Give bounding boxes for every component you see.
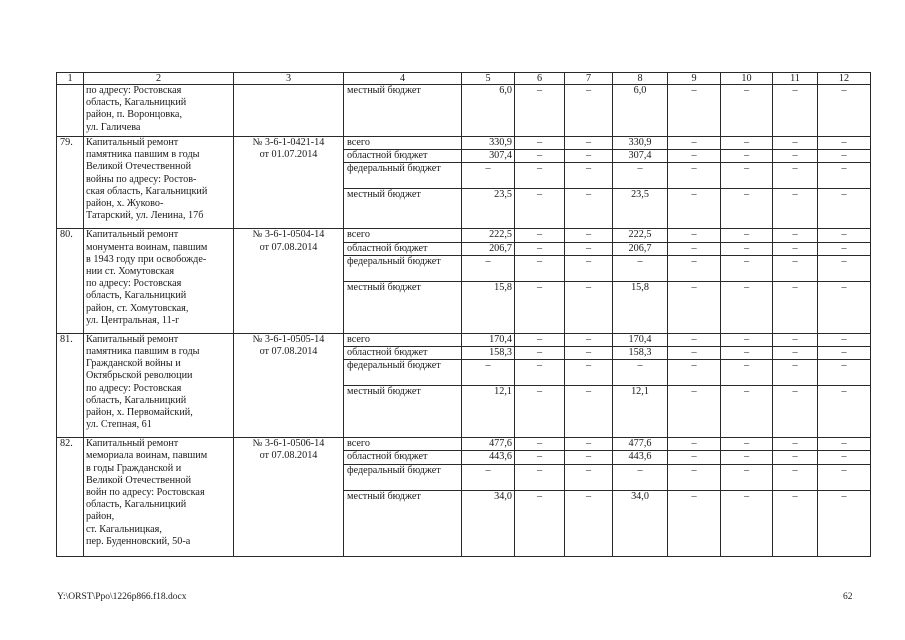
amount-cell: – [721, 189, 773, 229]
amount-cell: – [818, 189, 871, 229]
amount-cell: – [668, 347, 721, 360]
column-number: 11 [773, 73, 818, 85]
amount-cell: 307,4 [613, 150, 668, 163]
amount-cell: – [773, 255, 818, 281]
amount-cell: 6,0 [462, 85, 515, 137]
description-line: мемориала воинам, павшим [86, 450, 208, 462]
amount-cell: – [565, 490, 613, 556]
funding-source: местный бюджет [344, 85, 462, 137]
description-line: войн по адресу: Ростовская [86, 487, 205, 499]
table-row [57, 333, 871, 346]
amount-cell: – [565, 438, 613, 451]
amount-cell: – [515, 464, 565, 490]
funding-source: областной бюджет [344, 347, 462, 360]
amount-cell: 15,8 [462, 281, 515, 333]
amount-cell: – [721, 150, 773, 163]
column-number: 4 [344, 73, 462, 85]
amount-cell: – [721, 464, 773, 490]
item-number [57, 85, 84, 137]
object-description [84, 438, 234, 556]
amount-cell: – [773, 281, 818, 333]
amount-cell: – [668, 490, 721, 556]
funding-source: федеральный бюджет [344, 360, 462, 386]
amount-cell: – [515, 242, 565, 255]
amount-cell: – [721, 490, 773, 556]
amount-cell: 477,6 [613, 438, 668, 451]
amount-cell: – [818, 386, 871, 438]
amount-cell: – [818, 464, 871, 490]
description-line: область, Кагальницкий [86, 97, 187, 109]
column-number: 1 [57, 73, 84, 85]
column-number: 8 [613, 73, 668, 85]
column-number: 12 [818, 73, 871, 85]
expertise-conclusion [234, 438, 344, 556]
description-line: по адресу: Ростовская [86, 382, 182, 394]
table-row [57, 438, 871, 451]
description-line: по адресу: Ростовская [86, 85, 182, 96]
budget-table [56, 72, 871, 557]
description-line: памятника павшим в годы [86, 346, 200, 358]
amount-cell: – [462, 163, 515, 189]
amount-cell: – [721, 281, 773, 333]
amount-cell: – [515, 386, 565, 438]
amount-cell: 307,4 [462, 150, 515, 163]
object-description [84, 229, 234, 333]
amount-cell: – [515, 281, 565, 333]
expertise-conclusion [234, 137, 344, 229]
amount-cell: 158,3 [613, 347, 668, 360]
table-row [57, 229, 871, 242]
description-line: по адресу: Ростовская [86, 278, 182, 290]
amount-cell: – [565, 386, 613, 438]
amount-cell: – [721, 137, 773, 150]
amount-cell: – [818, 85, 871, 137]
amount-cell: – [818, 229, 871, 242]
amount-cell: – [773, 163, 818, 189]
description-line: Татарский, ул. Ленина, 17б [86, 210, 204, 222]
description-line: Капитальный ремонт [86, 229, 179, 241]
amount-cell: – [462, 360, 515, 386]
table-body [57, 73, 871, 557]
funding-source: всего [344, 438, 462, 451]
description-line: район, х. Жуково- [86, 198, 164, 210]
amount-cell: – [515, 163, 565, 189]
amount-cell: – [721, 386, 773, 438]
amount-cell: 330,9 [462, 137, 515, 150]
amount-cell: – [565, 85, 613, 137]
amount-cell: 170,4 [613, 333, 668, 346]
description-line: Капитальный ремонт [86, 438, 179, 450]
description-line: район, х. Первомайский, [86, 407, 193, 419]
amount-cell: 222,5 [462, 229, 515, 242]
object-description [84, 137, 234, 229]
amount-cell: – [515, 347, 565, 360]
description-line: область, Кагальницкий [86, 499, 187, 511]
amount-cell: – [773, 490, 818, 556]
amount-cell: – [721, 229, 773, 242]
amount-cell: – [721, 242, 773, 255]
amount-cell: – [565, 281, 613, 333]
amount-cell: 6,0 [613, 85, 668, 137]
amount-cell: – [773, 360, 818, 386]
amount-cell: – [515, 229, 565, 242]
table-row [57, 137, 871, 150]
amount-cell: – [773, 150, 818, 163]
description-line: ст. Кагальницкая, [86, 523, 162, 535]
amount-cell: – [565, 163, 613, 189]
description-line: нии ст. Хомутовская [86, 266, 175, 278]
conclusion-line: от 07.08.2014 [259, 241, 318, 253]
amount-cell: – [515, 451, 565, 464]
object-description [84, 333, 234, 437]
amount-cell: – [668, 333, 721, 346]
amount-cell: – [565, 137, 613, 150]
amount-cell: – [668, 242, 721, 255]
description-line: пер. Буденновский, 50-а [86, 535, 191, 547]
amount-cell: – [668, 386, 721, 438]
amount-cell: 477,6 [462, 438, 515, 451]
column-number: 2 [84, 73, 234, 85]
amount-cell: 15,8 [613, 281, 668, 333]
amount-cell: – [515, 333, 565, 346]
funding-source: всего [344, 137, 462, 150]
amount-cell: – [773, 229, 818, 242]
amount-cell: 12,1 [613, 386, 668, 438]
amount-cell: – [818, 137, 871, 150]
amount-cell: – [565, 255, 613, 281]
amount-cell: – [818, 281, 871, 333]
amount-cell: – [818, 150, 871, 163]
conclusion-line: № 3-6-1-0421-14 [252, 137, 325, 148]
description-line: ул. Степная, 61 [86, 419, 152, 431]
funding-source: областной бюджет [344, 451, 462, 464]
amount-cell: – [721, 438, 773, 451]
amount-cell: – [613, 360, 668, 386]
description-line: в 1943 году при освобожде- [86, 253, 207, 265]
amount-cell: – [515, 255, 565, 281]
funding-source: федеральный бюджет [344, 163, 462, 189]
amount-cell: 158,3 [462, 347, 515, 360]
amount-cell: 12,1 [462, 386, 515, 438]
funding-source: всего [344, 333, 462, 346]
amount-cell: – [515, 137, 565, 150]
amount-cell: – [818, 255, 871, 281]
description-line: район, п. Воронцовка, [86, 109, 183, 121]
amount-cell: – [613, 255, 668, 281]
amount-cell: – [668, 464, 721, 490]
object-description [84, 85, 234, 137]
description-line: в годы Гражданской и [86, 462, 182, 474]
amount-cell: – [668, 281, 721, 333]
description-line: памятника павшим в годы [86, 149, 200, 161]
amount-cell: 222,5 [613, 229, 668, 242]
description-line: Гражданской войны и [86, 358, 181, 370]
amount-cell: – [721, 347, 773, 360]
amount-cell: – [818, 333, 871, 346]
amount-cell: – [515, 490, 565, 556]
amount-cell: – [773, 85, 818, 137]
conclusion-line: № 3-6-1-0504-14 [252, 229, 325, 241]
expertise-conclusion [234, 229, 344, 333]
item-number: 80. [57, 229, 84, 333]
column-number: 9 [668, 73, 721, 85]
amount-cell: – [721, 360, 773, 386]
funding-source: федеральный бюджет [344, 464, 462, 490]
amount-cell: 443,6 [462, 451, 515, 464]
amount-cell: – [613, 464, 668, 490]
amount-cell: – [668, 150, 721, 163]
funding-source: областной бюджет [344, 242, 462, 255]
description-line: область, Кагальницкий [86, 394, 187, 406]
amount-cell: – [565, 347, 613, 360]
funding-source: местный бюджет [344, 490, 462, 556]
amount-cell: 34,0 [462, 490, 515, 556]
description-line: ул. Галичева [86, 121, 141, 133]
amount-cell: – [773, 386, 818, 438]
item-number: 82. [57, 438, 84, 556]
amount-cell: – [668, 255, 721, 281]
column-number: 7 [565, 73, 613, 85]
column-number: 3 [234, 73, 344, 85]
description-line: Капитальный ремонт [86, 333, 179, 345]
funding-source: местный бюджет [344, 189, 462, 229]
amount-cell: 206,7 [462, 242, 515, 255]
description-line: область, Кагальницкий [86, 290, 187, 302]
amount-cell: – [668, 85, 721, 137]
column-number: 6 [515, 73, 565, 85]
table-row [57, 85, 871, 137]
amount-cell: – [668, 163, 721, 189]
amount-cell: – [773, 242, 818, 255]
amount-cell: 330,9 [613, 137, 668, 150]
description-line: район, [86, 511, 115, 523]
amount-cell: – [818, 347, 871, 360]
amount-cell: – [721, 163, 773, 189]
expertise-conclusion [234, 85, 344, 137]
description-line: ская область, Кагальницкий [86, 185, 208, 197]
amount-cell: – [668, 189, 721, 229]
amount-cell: – [773, 464, 818, 490]
amount-cell: – [515, 360, 565, 386]
amount-cell: – [773, 438, 818, 451]
amount-cell: – [818, 490, 871, 556]
funding-source: местный бюджет [344, 281, 462, 333]
description-line: Великой Отечественной [86, 474, 192, 486]
amount-cell: – [721, 333, 773, 346]
funding-source: местный бюджет [344, 386, 462, 438]
amount-cell: – [721, 451, 773, 464]
conclusion-line: № 3-6-1-0505-14 [252, 333, 325, 345]
conclusion-line: от 01.07.2014 [259, 149, 318, 161]
funding-source: федеральный бюджет [344, 255, 462, 281]
amount-cell: – [773, 451, 818, 464]
amount-cell: – [818, 451, 871, 464]
amount-cell: – [818, 163, 871, 189]
description-line: монумента воинам, павшим [86, 241, 208, 253]
amount-cell: – [721, 255, 773, 281]
conclusion-line: от 07.08.2014 [259, 346, 318, 358]
amount-cell: 23,5 [613, 189, 668, 229]
amount-cell: – [818, 360, 871, 386]
item-number: 81. [57, 333, 84, 437]
amount-cell: – [818, 438, 871, 451]
amount-cell: 206,7 [613, 242, 668, 255]
page-number: 62 [843, 592, 853, 602]
description-line: войны по адресу: Ростов- [86, 173, 197, 185]
amount-cell: – [515, 85, 565, 137]
amount-cell: – [773, 333, 818, 346]
amount-cell: – [565, 464, 613, 490]
column-number-row [57, 73, 871, 85]
amount-cell: – [565, 333, 613, 346]
amount-cell: – [668, 438, 721, 451]
amount-cell: – [818, 242, 871, 255]
amount-cell: – [668, 360, 721, 386]
description-line: ул. Центральная, 11-г [86, 314, 180, 326]
amount-cell: – [773, 189, 818, 229]
column-number: 10 [721, 73, 773, 85]
conclusion-line: от 07.08.2014 [259, 450, 318, 462]
amount-cell: – [565, 189, 613, 229]
conclusion-line: № 3-6-1-0506-14 [252, 438, 325, 450]
description-line: Капитальный ремонт [86, 137, 179, 148]
amount-cell: 34,0 [613, 490, 668, 556]
amount-cell: – [565, 150, 613, 163]
column-number: 5 [462, 73, 515, 85]
amount-cell: – [565, 229, 613, 242]
amount-cell: – [613, 163, 668, 189]
amount-cell: – [773, 137, 818, 150]
amount-cell: – [565, 360, 613, 386]
amount-cell: – [515, 438, 565, 451]
amount-cell: – [721, 85, 773, 137]
description-line: Октябрьской революции [86, 370, 193, 382]
description-line: Великой Отечественной [86, 161, 192, 173]
amount-cell: 170,4 [462, 333, 515, 346]
amount-cell: – [515, 150, 565, 163]
amount-cell: – [462, 255, 515, 281]
amount-cell: 443,6 [613, 451, 668, 464]
funding-source: областной бюджет [344, 150, 462, 163]
amount-cell: 23,5 [462, 189, 515, 229]
amount-cell: – [565, 242, 613, 255]
amount-cell: – [515, 189, 565, 229]
amount-cell: – [668, 229, 721, 242]
file-path: Y:\ORST\Ppo\1226p866.f18.docx [57, 592, 187, 602]
description-line: район, ст. Хомутовская, [86, 302, 189, 314]
amount-cell: – [462, 464, 515, 490]
item-number: 79. [57, 137, 84, 229]
amount-cell: – [668, 137, 721, 150]
amount-cell: – [565, 451, 613, 464]
expertise-conclusion [234, 333, 344, 437]
funding-source: всего [344, 229, 462, 242]
amount-cell: – [668, 451, 721, 464]
amount-cell: – [773, 347, 818, 360]
